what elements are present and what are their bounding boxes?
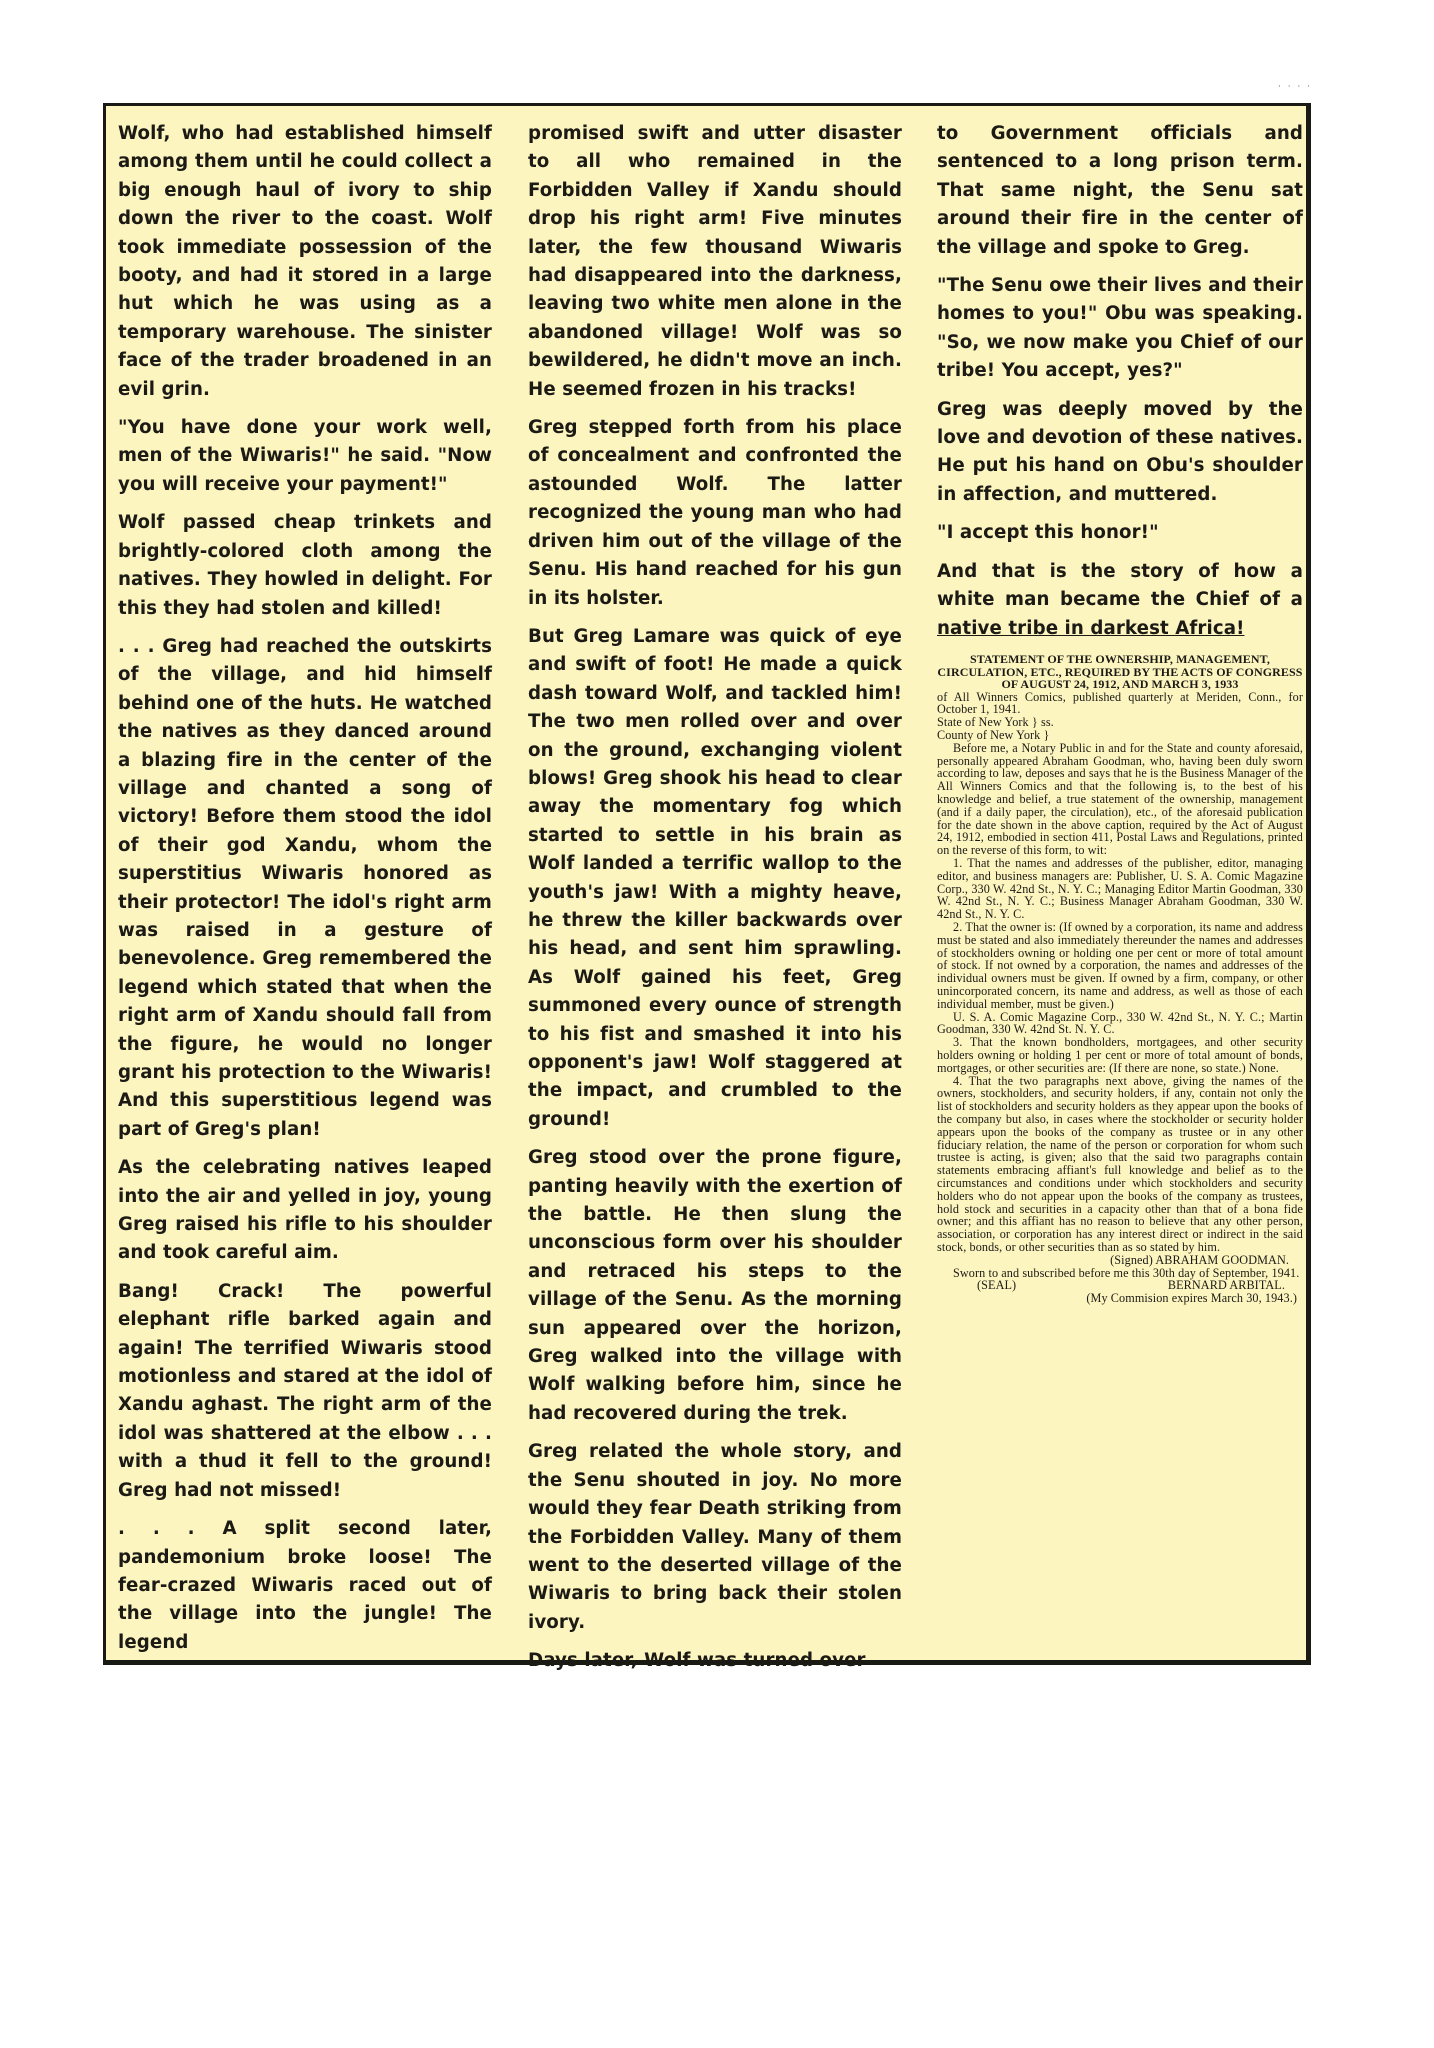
paragraph: "You have done your work well, men of the Wiwaris!" he said. "Now you will receive your payment!" (118, 417, 492, 495)
paragraph: Greg stepped forth from his place of concealment and confronted the astounded Wolf. The latter recognized the young man who had driven him out of the village of the Senu. His hand reached for his gun in its holster. (528, 417, 902, 609)
paragraph: . . . Greg had reached the outskirts of the village, and hid himself behind one of the huts. He watched the natives as they danced around a blazing fire in the center of the village and chanted a song of victory! Before them stood the idol of their god Xandu, whom the superstitius Wiwaris honored as their protector! The idol's right arm was raised in a gesture of benevolence. Greg remembered the legend which stated that when the right arm of Xandu should fall from the figure, he would no longer grant his protection to the Wiwaris! And this superstitious legend was part of Greg's plan! (118, 635, 492, 1140)
statement-paragraph: Before me, a Notary Public in and for the State and county aforesaid, personally appeared Abraham Goodman, who, having been duly sworn according to law, deposes and says that he is the Business Manager of the All Winners Comics and that the following is, to the best of his knowledge and belief, a true statement of the ownership, management (and if a daily paper, the circulation), etc., of the aforesaid publication for the date shown in the above caption, required by the Act of August 24, 1912, embodied in section 411, Postal Laws and Regulations, printed on the reverse of this form, to wit: (937, 740, 1303, 858)
statement-state: State of New York } ss. (937, 715, 1054, 730)
paragraph: But Greg Lamare was quick of eye and swift of foot! He made a quick dash toward Wolf, and tackled him! The two men rolled over and over on the ground, exchanging violent blows! Greg shook his head to clear away the momentary fog which started to settle in his brain as Wolf landed a terrific wallop to the youth's jaw! With a mighty heave, he threw the killer backwards over his head, and sent him sprawling. As Wolf gained his feet, Greg summoned every ounce of strength to his fist and smashed it into his opponent's jaw! Wolf staggered at the impact, and crumbled to the ground! (528, 625, 902, 1130)
statement-paragraph: 1. That the names and addresses of the publisher, editor, managing editor, and business managers are: Publisher, U. S. A. Comic Magazine Corp., 330 W. 42nd St., N. Y. C.; Managing Editor Martin Goodman, 330 W. 42nd St., N. Y. C.; Business Manager Abraham Goodman, 330 W. 42nd St., N. Y. C. (937, 856, 1303, 922)
paragraph: Greg was deeply moved by the love and devotion of these natives. He put his hand on Obu's shoulder in affection, and muttered. (937, 398, 1304, 505)
statement-paragraph: 4. That the two paragraphs next above, giving the names of the owners, stockholders, and security holders, if any, contain not only the list of stockholders and security holders as they appear upon the books of the company but also, in cases where the stockholder or security holder appears upon the books of the company as trustee or in any other fiduciary relation, the name of the person or corporation for whom such trustee is acting, is given; also that the said two paragraphs contain statements embracing affiant's full knowledge and belief as to the circumstances and conditions under which stockholders and security holders who do not appear upon the books of the company as trustees, hold stock and securities in a capacity other than that of a bona fide owner; and this affiant has no reason to believe that any other person, association, or corporation has any interest direct or indirect in the said stock, bonds, or other securities than as so stated by him. (937, 1073, 1303, 1254)
story-column-2 (528, 120, 902, 1686)
ending-lead: And that is the story of how a white man became the Chief of a (937, 560, 1303, 611)
statement-paragraph: U. S. A. Comic Magazine Corp., 330 W. 42nd St., N. Y. C.; Martin Goodman, 330 W. 42nd St. N. Y. C. (937, 1009, 1303, 1037)
paragraph: As the celebrating natives leaped into the air and yelled in joy, young Greg raised his rifle to his shoulder and took careful aim. (118, 1157, 492, 1264)
paragraph: Days later, Wolf was turned over (528, 1650, 866, 1672)
paragraph: Greg stood over the prone figure, panting heavily with the exertion of the battle. He then slung the unconscious form over his shoulder and retraced his steps to the village of the Senu. As the morning sun appeared over the horizon, Greg walked into the village with Wolf walking before him, since he had recovered during the trek. (528, 1147, 902, 1424)
story-column-1 (118, 120, 492, 1667)
story-ending (937, 558, 1303, 643)
corner-mark: · · · · (1277, 82, 1312, 92)
statement-signed: (Signed) ABRAHAM GOODMAN. (1110, 1252, 1289, 1267)
statement-seal: (SEAL) (977, 1278, 1017, 1293)
paragraph: Bang! Crack! The powerful elephant rifle barked again and again! The terrified Wiwaris stood motionless and stared at the idol of Xandu aghast. The right arm of the idol was shattered at the elbow . . . with a thud it fell to the ground! Greg had not missed! (118, 1280, 492, 1501)
statement-notary: BERNARD ARBITAL. (1167, 1278, 1285, 1293)
story-page (103, 103, 1311, 1672)
ending-underlined: native tribe in darkest Africa! (937, 617, 1245, 639)
paragraph: "The Senu owe their lives and their homes to you!" Obu was speaking. "So, we now make you Chief of our tribe! You accept, yes?" (937, 275, 1303, 382)
paragraph: . . . A split second later, pandemonium broke loose! The fear-crazed Wiwaris raced out of the village into the jungle! The legend (118, 1518, 492, 1653)
statement-intro: of All Winners Comics, published quarterly at Meriden, Conn., for October 1, 1941. (937, 689, 1303, 717)
statement-commission: (My Commision expires March 30, 1943.) (1086, 1291, 1297, 1306)
story-column-3 (937, 120, 1303, 1305)
paragraph: Greg related the whole story, and the Senu shouted in joy. No more would they fear Death striking from the Forbidden Valley. Many of them went to the deserted village of the Wiwaris to bring back their stolen ivory. (528, 1441, 902, 1633)
paragraph: Wolf passed cheap trinkets and brightly-colored cloth among the natives. They howled in delight. For this they had stolen and killed! (118, 512, 492, 619)
ownership-statement (937, 653, 1303, 1305)
paragraph: "I accept this honor!" (937, 522, 1159, 544)
paragraph: to Government officials and sentenced to a long prison term. That same night, the Senu sat around their fire in the center of the village and spoke to Greg. (937, 123, 1303, 258)
paragraph: Wolf, who had established himself among them until he could collect a big enough haul of ivory to ship down the river to the coast. Wolf took immediate possession of the booty, and had it stored in a large hut which he was using as a temporary warehouse. The sinister face of the trader broadened in an evil grin. (118, 123, 492, 400)
statement-paragraph: 3. That the known bondholders, mortgagees, and other security holders owning or holding 1 per cent or more of total amount of bonds, mortgages, or other securities are: (If there are none, so state.) None. (937, 1035, 1303, 1075)
statement-county: County of New York } (937, 728, 1050, 743)
statement-sworn: Sworn to and subscribed before me this 30th day of September, 1941. (953, 1265, 1300, 1280)
statement-heading: STATEMENT OF THE OWNERSHIP, MANAGEMENT, CIRCULATION, ETC., REQUIRED BY THE ACTS OF CONGRESS OF AUGUST 24, 1912, AND MARCH 3, 1933 (937, 651, 1303, 692)
paragraph: promised swift and utter disaster to all who remained in the Forbidden Valley if Xandu should drop his right arm! Five minutes later, the few thousand Wiwaris had disappeared into the darkness, leaving two white men alone in the abandoned village! Wolf was so bewildered, he didn't move an inch. He seemed frozen in his tracks! (528, 123, 902, 400)
statement-paragraph: 2. That the owner is: (If owned by a corporation, its name and address must be stated and also immediately thereunder the names and addresses of stockholders owning or holding one per cent or more of total amount of stock. If not owned by a corporation, the names and addresses of the individual owners must be given. If owned by a firm, company, or other unincorporated concern, its name and address, as well as those of each individual member, must be given.) (937, 920, 1303, 1011)
